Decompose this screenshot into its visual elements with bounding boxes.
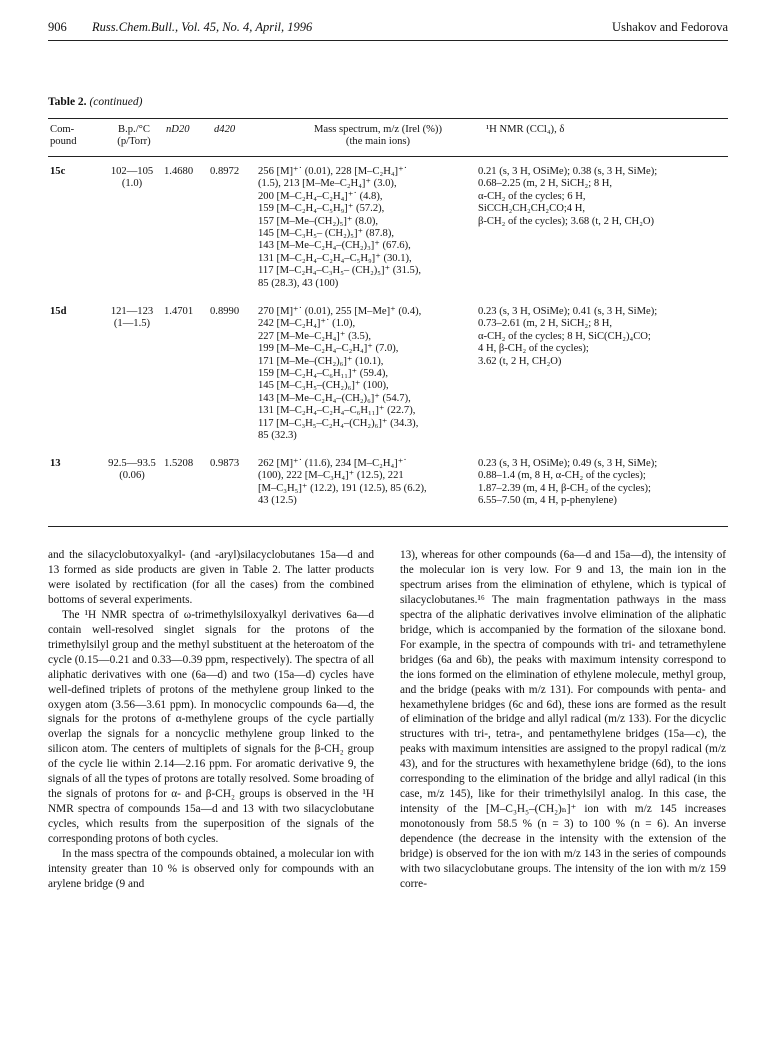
body-paragraph: The ¹H NMR spectra of ω-trimethylsiloxyalkyl derivatives 6a—d contain well-resolved singlet signals for the protons of the trimethylsilyl group and the methyl substituent at the heteroatom of the cycle (0.15—0.21 and 0.33—0.39 ppm, respectively). The spectra of all aliphatic derivatives with one (6a—d) and two (15a—d) cycles have well-defined triplets of protons of the methylene group linked to the oxygen atom (3.56—3.61 ppm). In monocyclic compounds 6a—d, the signals for the protons of α-methylene groups of the cycle partially overlap the signals for a noncyclic methylene group linked to the silicon atom. The centers of multiplets of signals for the β-CH₂ group of the cycle lie within 2.14—2.16 ppm. For aromatic derivative 9, the signals of all the types of protons are totally resolved. Some broading of the signals of protons for α- and β-CH₂ groups is observed in the ¹H NMR spectra of compounds 15a—d and 13 with two silacyclobutane cycles, which results from the superposition of the signals of the corresponding protons of both cycles. <box>48 608 374 846</box>
table-cell-mass: 262 [M]⁺˙ (11.6), 234 [M–C₂H₄]⁺˙ (100), 222 [M–C₃H₄]⁺ (12.5), 221 [M–C₃H₅]⁺ (12.2), 191 (12.5), 85 (6.2), 43 (12.5) <box>258 458 427 507</box>
authors: Ushakov and Fedorova <box>612 20 728 34</box>
body-column-right <box>400 548 726 892</box>
table-cell-d4: 0.9873 <box>210 458 240 469</box>
running-head <box>48 20 728 36</box>
table-cell-compound: 13 <box>50 458 61 469</box>
body-paragraph: 13), whereas for other compounds (6a—d and 15a—d), the intensity of the molecular ion is very low. For 9 and 13, the main ion in the spectrum arises from the elimination of ethylene, which is typical of silacyclobutanes.¹⁶ The main fragmentation pathways in the mass spectra of the aliphatic derivatives involve elimination of the aliphatic bridge, which is accompanied by the formation of the siloxane bond. For example, in the spectra of compounds with tri- and tetramethylene bridges (6a and 6b), the peaks with maximum intensity correspond to the ions formed on the elimination of ethylene molecule, methyl group, and the bridge (peaks with m/z 131). For compounds with penta- and hexamethylene bridges (6c and 6d), these ions are formed as the result of elimination of the bridge and allyl radical (m/z 133). For the dicyclic structures with tri-, tetra-, and pentamethylene bridges (15a—c), the peaks with maximum intensities are assigned to the propyl radical (m/z 43), and for the structures with hexamethylene bridge (6d), to the ions corresponding to the elimination of the bridge and allyl radical (in this case, m/z 145), like for their trimethylsilyl analog. In this case, the intensity of the [M–C₃H₅–(CH₂)ₙ]⁺ ion with m/z 145 increases monotonously from 58.5 % (n = 3) to 100 % (n = 6). An inverse dependence (the decrease in the intensity with the extension of the bridge) is observed for the ion with m/z 143 in the series of compounds with two silacyclobutane groups. The intensity of the ion with m/z 159 corre- <box>400 549 726 890</box>
col-header-bp: B.p./°C (p/Torr) <box>117 124 151 148</box>
body-paragraph: and the silacyclobutoxyalkyl- (and -aryl)silacyclobutanes 15a—d and 13 formed as side products are given in Table 2. The latter products were isolated by rectification (for all the cases) from the combined bottoms of several experiments. <box>48 549 374 606</box>
table-cell-bp: 121—123 (1—1.5) <box>110 306 154 330</box>
table-cell-d4: 0.8972 <box>210 166 240 177</box>
header-rule <box>48 40 728 41</box>
table-cell-nd: 1.4680 <box>164 166 194 177</box>
table-cell-nmr: 0.21 (s, 3 H, OSiMe); 0.38 (s, 3 H, SiMe); 0.68–2.25 (m, 2 H, SiCH₂; 8 H, α-CH₂ of the cycles; 6 H, SiCCH₂CH₂CH₂CO;4 H, β-CH₂ of the cycles); 3.68 (t, 2 H, CH₂O) <box>478 166 658 227</box>
col-header-density: d420 <box>214 124 236 135</box>
table-cell-mass: 256 [M]⁺˙ (0.01), 228 [M–C₂H₄]⁺˙ (1.5), 213 [M–Me–C₂H₄]⁺ (3.0), 200 [M–C₂H₄–C₂H₄]⁺˙ (4.8), 159 [M–C₂H₄–C₅H₉]⁺ (57.2), 157 [M–Me–(CH₂)₅]⁺ (8.0), 145 [M–C₃H₅– (CH₂)₅]⁺ (87.8), 143 [M–Me–C₂H₄–(CH₂)₃]⁺ (67.6), 131 [M–C₂H₄–C₂H₄–C₅H₉]⁺ (30.1), 117 [M–C₂H₄–C₃H₅– (CH₂)₅]⁺ (31.5), 85 (28.3), 43 (100) <box>258 166 422 289</box>
table-cell-nd: 1.4701 <box>164 306 194 317</box>
table-top-rule <box>48 118 728 119</box>
journal-citation: Russ.Chem.Bull., Vol. 45, No. 4, April, 1996 <box>92 20 313 34</box>
table-cell-d4: 0.8990 <box>210 306 240 317</box>
table-cell-nd: 1.5208 <box>164 458 194 469</box>
table-cell-bp: 92.5—93.5 (0.06) <box>108 458 156 482</box>
table-cell-nmr: 0.23 (s, 3 H, OSiMe); 0.49 (s, 3 H, SiMe); 0.88–1.4 (m, 8 H, α-CH₂ of the cycles); 1.87–2.39 (m, 4 H, β-CH₂ of the cycles); 6.55–7.50 (m, 4 H, p-phenylene) <box>478 458 658 507</box>
body-paragraph: In the mass spectra of the compounds obtained, a molecular ion with intensity greater than 10 % is observed only for compounds with an arylene bridge (9 and <box>48 848 374 890</box>
table-caption <box>48 96 142 108</box>
table-header-rule <box>48 156 728 157</box>
table-cell-nmr: 0.23 (s, 3 H, OSiMe); 0.41 (s, 3 H, SiMe); 0.73–2.61 (m, 2 H, SiCH₂; 8 H, α-CH₂ of the cycles; 8 H, SiC(CH₂)₄CO; 4 H, β-CH₂ of the cycles); 3.62 (t, 2 H, CH₂O) <box>478 306 658 367</box>
table-cell-mass: 270 [M]⁺˙ (0.01), 255 [M–Me]⁺ (0.4), 242 [M–C₂H₄]⁺˙ (1.0), 227 [M–Me–C₂H₄]⁺ (3.5), 199 [M–Me–C₂H₄–C₂H₄]⁺ (7.0), 171 [M–Me–(CH₂)₆]⁺ (10.1), 159 [M–C₂H₄–C₆H₁₁]⁺ (59.4), 145 [M–C₃H₅–(CH₂)₆]⁺ (100), 143 [M–Me–C₂H₄–(CH₂)₆]⁺ (54.7), 131 [M–C₂H₄–C₂H₄–C₆H₁₁]⁺ (22.7), 117 [M–C₃H₅–C₂H₄–(CH₂)₆]⁺ (34.3), 85 (32.3) <box>258 306 422 442</box>
table-cell-compound: 15c <box>50 166 66 177</box>
table-bottom-rule <box>48 526 728 527</box>
table-caption-note: (continued) <box>89 96 143 108</box>
table-label: Table 2. <box>48 96 87 108</box>
body-column-left <box>48 548 374 892</box>
col-header-compound: Com- pound <box>50 124 77 148</box>
col-header-mass-spectrum: Mass spectrum, m/z (Irel (%)) (the main ions) <box>314 124 442 148</box>
col-header-refractive-index: nD20 <box>166 124 190 135</box>
col-header-nmr: ¹H NMR (CCl₄), δ <box>486 124 565 135</box>
page-number: 906 <box>48 20 67 34</box>
table-cell-compound: 15d <box>50 306 67 317</box>
table-cell-bp: 102—105 (1.0) <box>110 166 154 190</box>
